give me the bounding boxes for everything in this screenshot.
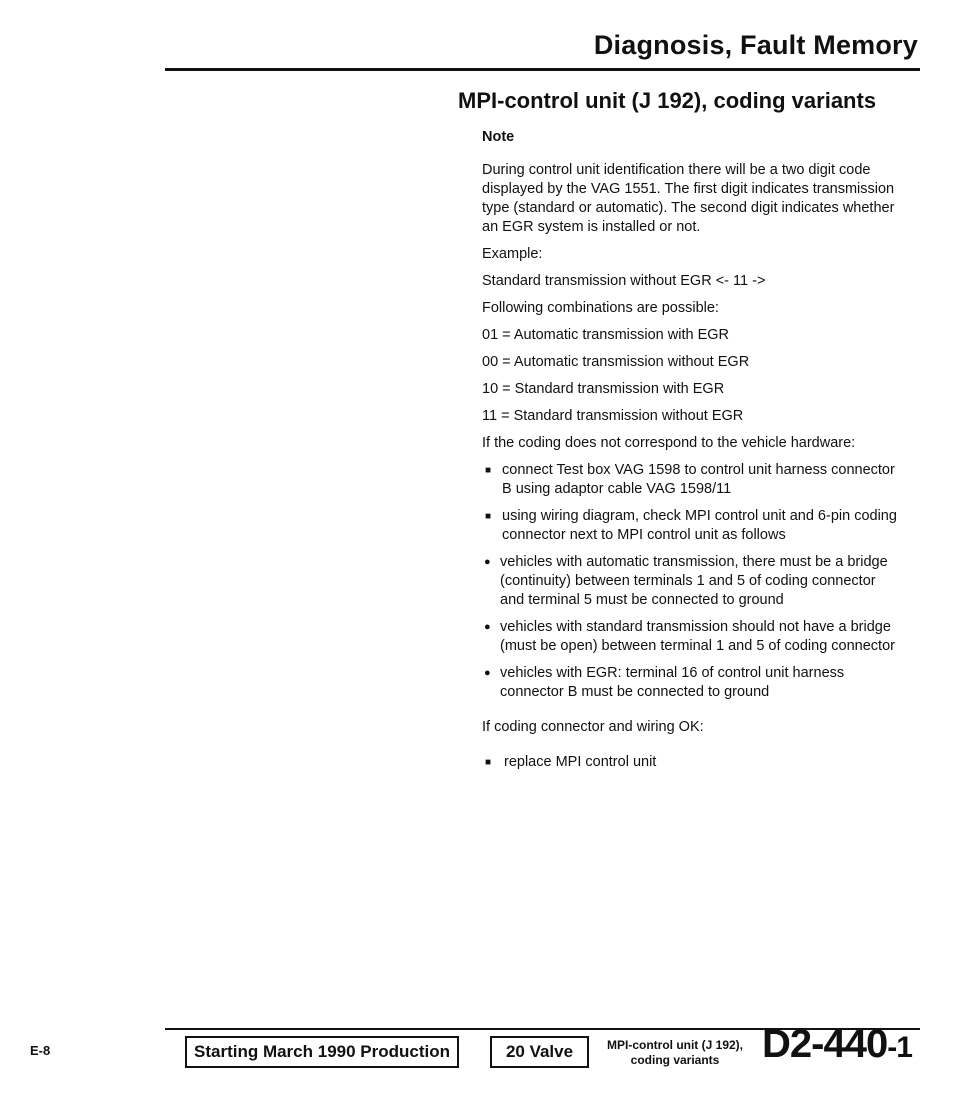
substep-item: ● vehicles with standard transmission should not have a bridge (must be open) between terminal 1 and 5 of coding connector: [482, 618, 902, 656]
footer-description-line: coding variants: [630, 1053, 720, 1067]
step-item: ■ connect Test box VAG 1598 to control unit harness connector B using adaptor cable VAG 1598/11: [482, 461, 902, 499]
substep-item: ● vehicles with automatic transmission, there must be a bridge (continuity) between terminals 1 and 5 of coding connector and terminal 5 must be connected to ground: [482, 553, 902, 610]
example-text: Standard transmission without EGR <- 11 ->: [482, 273, 766, 289]
content-body: [482, 128, 902, 780]
combos-label: Following combinations are possible:: [482, 300, 719, 316]
combo-item: 00 = Automatic transmission without EGR: [482, 354, 750, 370]
production-box: Starting March 1990 Production: [185, 1036, 459, 1068]
if-not-correspond: If the coding does not correspond to the vehicle hardware:: [482, 435, 856, 451]
footer-description: [600, 1038, 750, 1068]
example-label: Example:: [482, 246, 543, 262]
valve-box: 20 Valve: [490, 1036, 589, 1068]
header-rule: [165, 68, 920, 71]
note-label: Note: [482, 129, 515, 145]
combo-item: 01 = Automatic transmission with EGR: [482, 327, 730, 343]
note-paragraph: During control unit identification there will be a two digit code displayed by the VAG 1551. The first digit indicates transmission type (standard or automatic). The second digit indicates whether an EGR system is installed or not.: [482, 162, 895, 235]
page-header-title: Diagnosis, Fault Memory: [593, 30, 918, 60]
step-item: ■ using wiring diagram, check MPI control unit and 6-pin coding connector next to MPI control unit as follows: [482, 507, 902, 545]
document-code-main: D2-440: [762, 1022, 888, 1066]
footer-description-line: MPI-control unit (J 192),: [606, 1038, 743, 1052]
replace-step: ■ replace MPI control unit: [482, 753, 902, 772]
combo-item: 11 = Standard transmission without EGR: [482, 408, 744, 424]
section-title: MPI-control unit (J 192), coding variants: [458, 88, 877, 113]
if-ok: If coding connector and wiring OK:: [482, 719, 704, 735]
document-code-suffix: -1: [887, 1031, 912, 1064]
document-code: [762, 1022, 912, 1067]
combo-item: 10 = Standard transmission with EGR: [482, 381, 725, 397]
page-code: E-8: [30, 1043, 51, 1058]
substep-item: ● vehicles with EGR: terminal 16 of control unit harness connector B must be connected to ground: [482, 664, 902, 702]
